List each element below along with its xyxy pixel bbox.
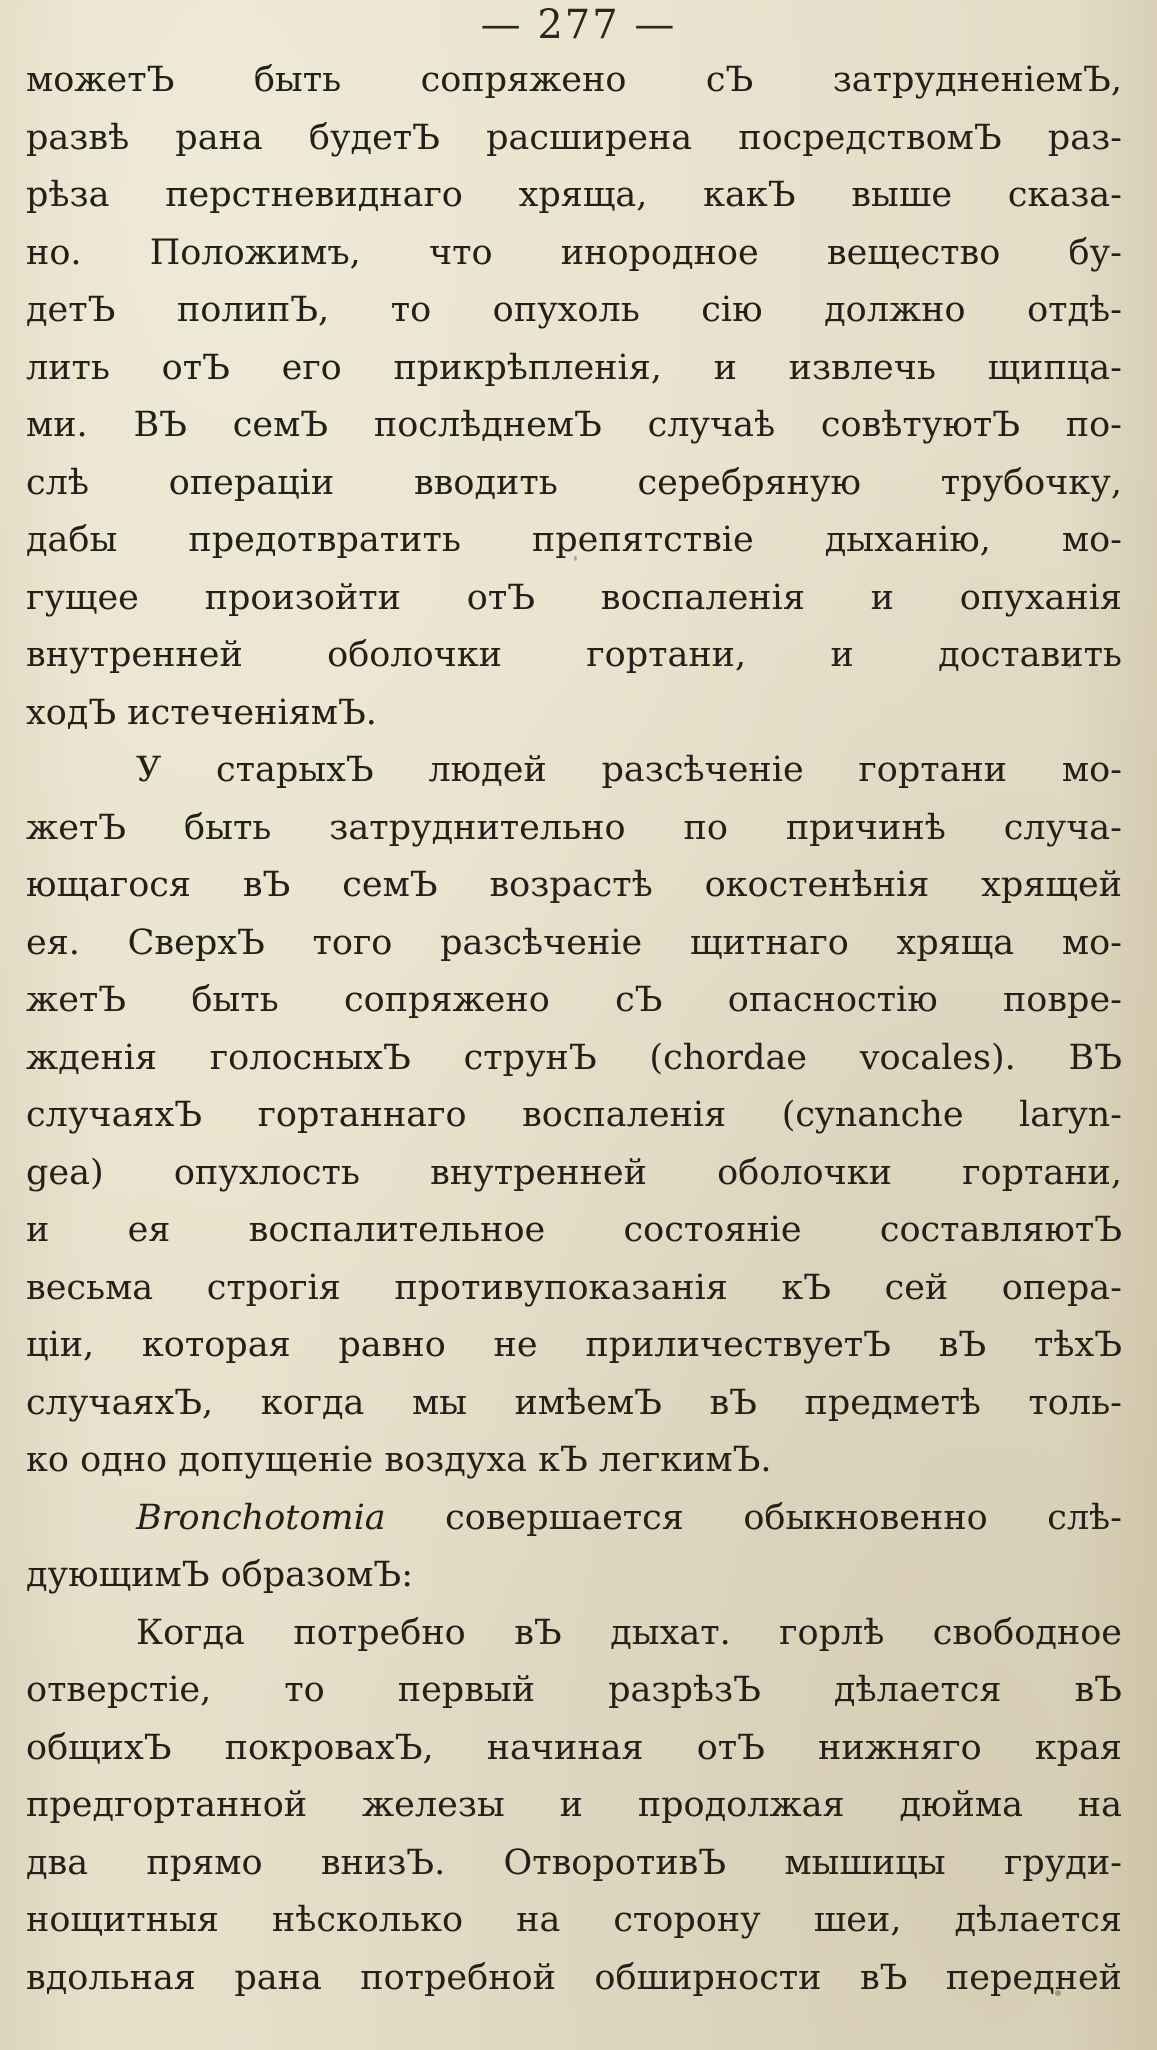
text-line: рѣза перстневиднаго хряща, какЪ выше сказа-	[26, 175, 1122, 215]
text-fragment: совершается обыкновенно слѣ-	[445, 1497, 1122, 1538]
text-line: детЪ полипЪ, то опухоль сію должно отдѣ-	[26, 290, 1122, 330]
text-line: развѣ рана будетЪ расширена посредствомЪ раз-	[26, 117, 1122, 158]
text-line: можетЪ быть сопряжено сЪ затрудненіемЪ,	[26, 60, 1122, 100]
text-line: ходЪ истеченіямЪ.	[26, 692, 377, 733]
latin-term: Bronchotomia	[136, 1497, 386, 1538]
text-line: отверстіе, то первый разрѣзЪ дѣлается вЪ	[26, 1670, 1122, 1710]
text-line: общихЪ покровахЪ, начиная отЪ нижняго края	[26, 1727, 1122, 1768]
text-line: нощитныя нѣсколько на сторону шеи, дѣлается	[26, 1900, 1122, 1940]
paper-speck	[1068, 664, 1072, 668]
text-line: Когда потребно вЪ дыхат. горлѣ свободное	[136, 1612, 1122, 1653]
text-line: жетЪ быть затруднительно по причинѣ случа-	[26, 807, 1122, 848]
text-line: ми. ВЪ семЪ послѣднемЪ случаѣ совѣтуютЪ по-	[26, 405, 1122, 445]
text-line: случаяхЪ, когда мы имѣемЪ вЪ предметѣ толь-	[26, 1382, 1122, 1423]
text-line: и ея воспалительное состояніе составляютЪ	[26, 1210, 1122, 1250]
text-line: У старыхЪ людей разсѣченіе гортани мо-	[136, 750, 1122, 790]
text-line: ющагося вЪ семЪ возрастѣ окостенѣнія хрящей	[26, 865, 1122, 905]
text-line: слѣ операціи вводить серебряную трубочку,	[26, 462, 1122, 503]
text-line: случаяхЪ гортаннаго воспаленія (cynanche laryn-	[26, 1095, 1122, 1135]
text-line: ціи, которая равно не приличествуетЪ вЪ тѣхЪ	[26, 1325, 1122, 1365]
paper-speck	[574, 556, 577, 561]
body-text	[26, 52, 1122, 2007]
text-line: жетЪ быть сопряжено сЪ опасностію повре-	[26, 980, 1122, 1020]
text-line: дабы предотвратить препятствіе дыханію, мо-	[26, 520, 1122, 560]
text-line: внутренней оболочки гортани, и доставить	[26, 635, 1122, 675]
page-number: — 277 —	[480, 2, 677, 48]
text-line: весьма строгія противупоказанія кЪ сей опера-	[26, 1267, 1122, 1308]
text-line: вдольная рана потребной обширности вЪ передней	[26, 1957, 1122, 1998]
text-line: гущее произойти отЪ воспаленія и опуханія	[26, 577, 1122, 618]
paper-speck	[930, 318, 933, 321]
text-line: лить отЪ его прикрѣпленія, и извлечь щипца-	[26, 347, 1122, 388]
text-line: но. Положимъ, что инородное вещество бу-	[26, 232, 1122, 273]
text-line: ея. СверхЪ того разсѣченіе щитнаго хряща мо-	[26, 922, 1122, 963]
text-line: ко одно допущеніе воздуха кЪ легкимЪ.	[26, 1440, 772, 1480]
text-line: два прямо внизЪ. ОтворотивЪ мышицы груди-	[26, 1842, 1122, 1883]
paper-speck	[1055, 1990, 1061, 1996]
text-line: дующимЪ образомЪ:	[26, 1555, 414, 1595]
text-line-with-latin-term	[26, 1490, 1122, 1548]
text-line: предгортанной железы и продолжая дюйма на	[26, 1785, 1122, 1825]
text-line: жденія голосныхЪ струнЪ (chordae vocales). ВЪ	[26, 1037, 1122, 1078]
text-line: gea) опухлость внутренней оболочки гортани,	[26, 1152, 1122, 1193]
